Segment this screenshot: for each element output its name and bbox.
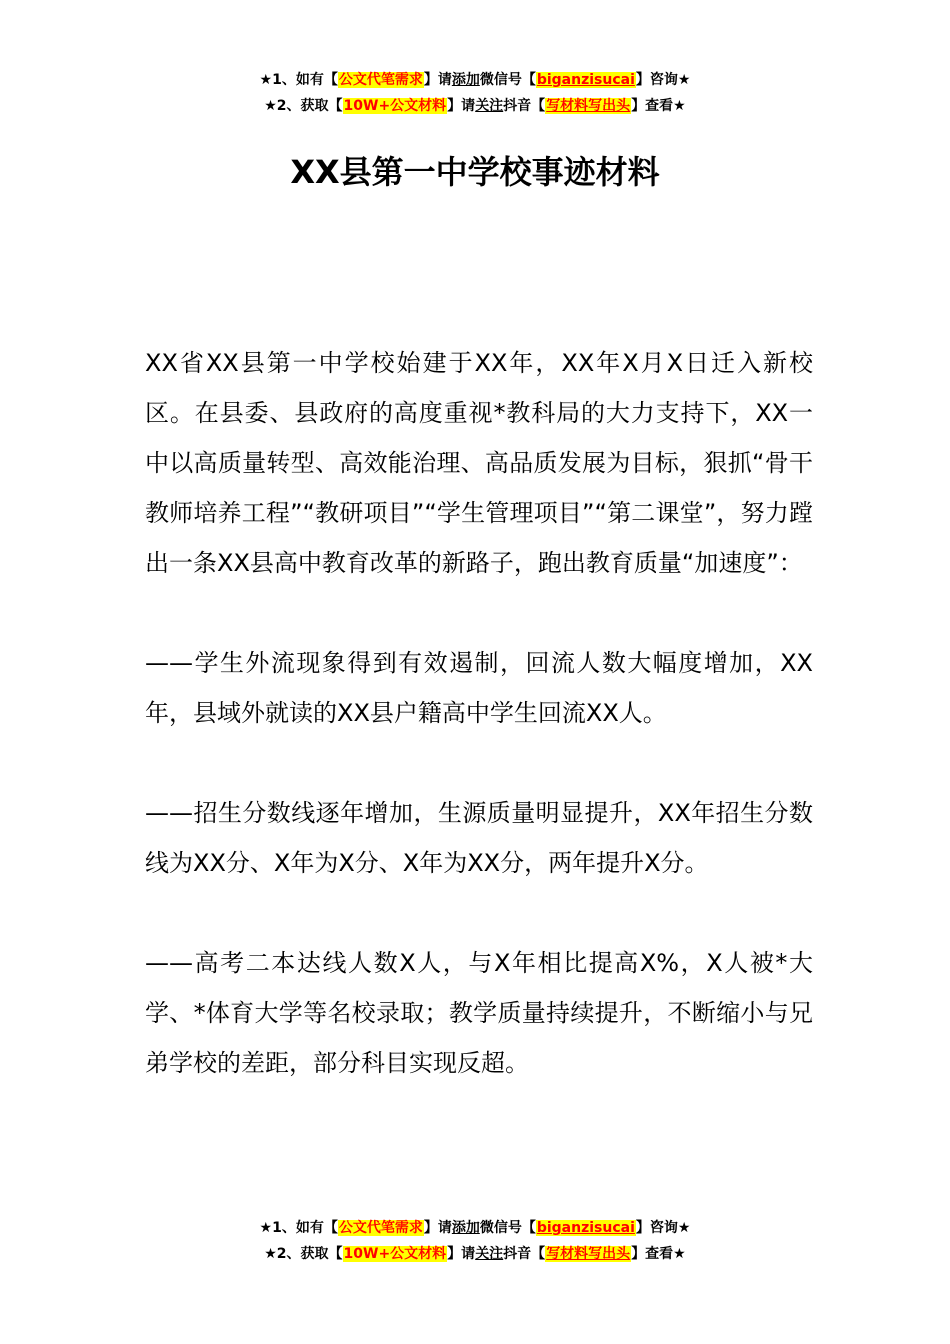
banner-text: 抖音【 — [503, 98, 546, 114]
banner-text: 微信号【 — [479, 72, 536, 88]
banner-text: 】咨询★ — [635, 72, 691, 88]
document-title: XX县第一中学校事迹材料 — [290, 153, 660, 191]
banner-text: ★1、如有【 — [259, 72, 338, 88]
banner-line-1 — [0, 67, 950, 93]
banner-highlight-service: 公文代笔需求 — [338, 1220, 423, 1236]
banner-underlined-text: 添加 — [451, 72, 480, 88]
banner-text: 】请 — [423, 72, 452, 88]
paragraph-exam-results: ——高考二本达线人数X人，与X年相比提高X%，X人被*大学、*体育大学等名校录取；教学质量持续提升，不断缩小与兄弟学校的差距，部分科目实现反超。 — [145, 949, 813, 1077]
banner-line-1 — [0, 1215, 950, 1241]
banner-text: 】请 — [447, 98, 476, 114]
banner-underlined-text: 添加 — [451, 1220, 480, 1236]
banner-highlight-douyin-account: 写材料写出头 — [546, 1246, 631, 1262]
banner-highlight-douyin-account: 写材料写出头 — [546, 98, 631, 114]
banner-text: 抖音【 — [503, 1246, 546, 1262]
banner-underlined-text: 关注 — [475, 98, 504, 114]
banner-underlined-text: 关注 — [475, 1246, 504, 1262]
banner-highlight-materials: 10W+公文材料 — [343, 1246, 447, 1262]
banner-line-2 — [0, 93, 950, 119]
banner-highlight-materials: 10W+公文材料 — [343, 98, 447, 114]
banner-text: 微信号【 — [479, 1220, 536, 1236]
banner-text: 】查看★ — [631, 98, 686, 114]
banner-text: ★2、获取【 — [264, 1246, 343, 1262]
banner-highlight-wechat-id: biganzisucai — [536, 1220, 635, 1236]
banner-text: 】咨询★ — [635, 1220, 691, 1236]
banner-highlight-wechat-id: biganzisucai — [536, 72, 635, 88]
paragraph-student-return: ——学生外流现象得到有效遏制，回流人数大幅度增加，XX年，县域外就读的XX县户籍高中学生回流XX人。 — [145, 649, 813, 727]
paragraph-admission-scores: ——招生分数线逐年增加，生源质量明显提升，XX年招生分数线为XX分、X年为X分、X年为XX分，两年提升X分。 — [145, 799, 813, 877]
banner-text: ★2、获取【 — [264, 98, 343, 114]
banner-text: 】请 — [447, 1246, 476, 1262]
header-banner — [0, 67, 950, 119]
paragraph-intro: XX省XX县第一中学校始建于XX年，XX年X月X日迁入新校区。在县委、县政府的高度重视*教科局的大力支持下，XX一中以高质量转型、高效能治理、高品质发展为目标，狠抓“骨干教师培养工程”“教研项目”“学生管理项目”“第二课堂”，努力蹚出一条XX县高中教育改革的新路子，跑出教育质量“加速度”： — [145, 349, 813, 577]
document-body — [145, 338, 813, 1138]
banner-line-2 — [0, 1241, 950, 1267]
banner-text: ★1、如有【 — [259, 1220, 338, 1236]
footer-banner — [0, 1215, 950, 1267]
banner-highlight-service: 公文代笔需求 — [338, 72, 423, 88]
banner-text: 】查看★ — [631, 1246, 686, 1262]
banner-text: 】请 — [423, 1220, 452, 1236]
